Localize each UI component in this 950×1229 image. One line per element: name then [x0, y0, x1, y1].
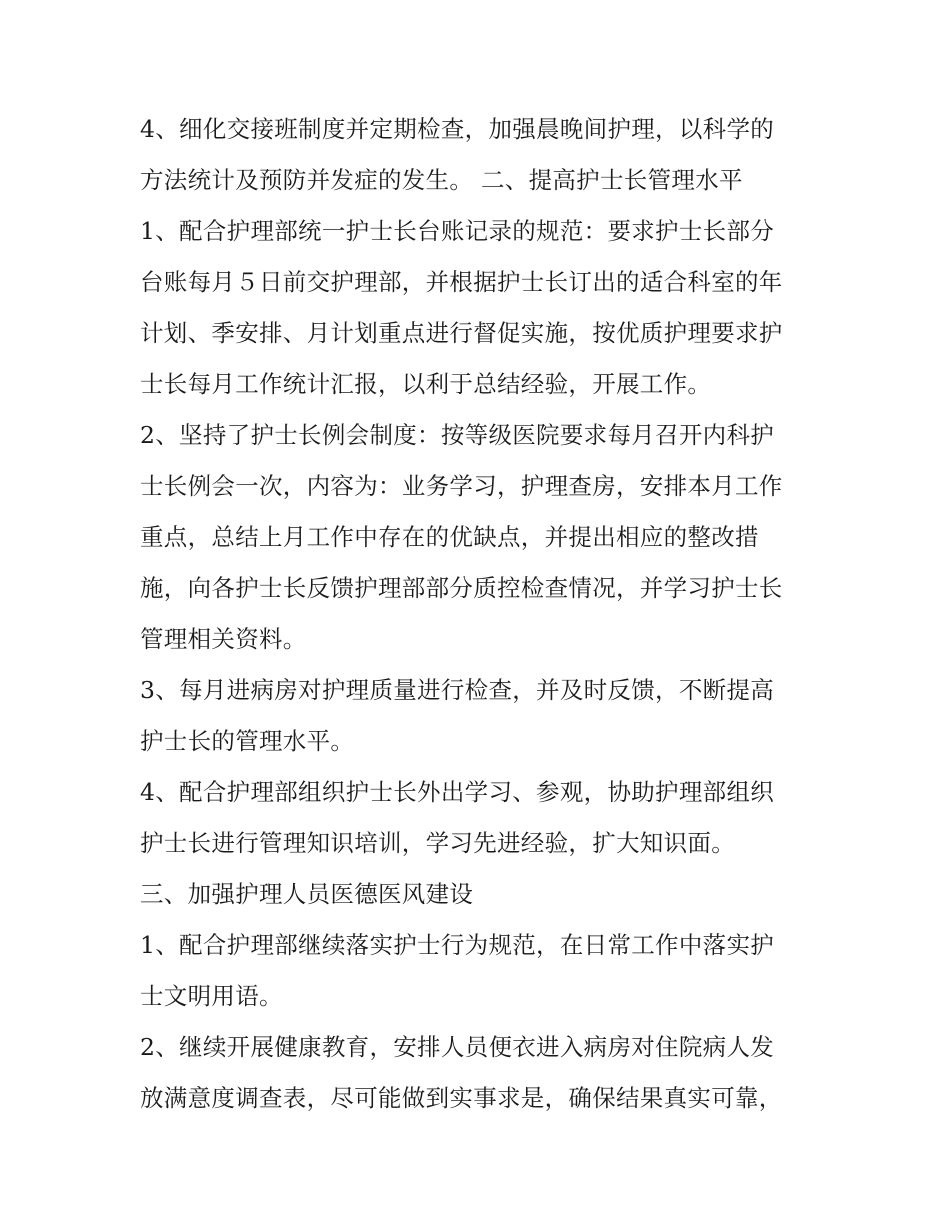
text-line: 1、配合护理部继续落实护士行为规范，在日常工作中落实护: [140, 931, 775, 959]
section-heading: 三、加强护理人员医德医风建设: [140, 880, 474, 908]
document-body: [140, 104, 820, 1124]
text-line: 4、配合护理部组织护士长外出学习、参观，协助护理部组织: [140, 778, 775, 806]
text-line: 3、每月进病房对护理质量进行检查，并及时反馈，不断提高: [140, 676, 775, 704]
text-line: 重点，总结上月工作中存在的优缺点，并提出相应的整改措: [140, 523, 759, 551]
text-line: 护士长进行管理知识培训，学习先进经验，扩大知识面。: [140, 829, 735, 857]
text-line: 护士长的管理水平。: [140, 727, 355, 755]
text-line: 1、配合护理部统一护士长台账记录的规范：要求护士长部分: [140, 217, 775, 245]
text-line: 2、坚持了护士长例会制度：按等级医院要求每月召开内科护: [140, 421, 775, 449]
text-line: 士文明用语。: [140, 982, 283, 1010]
text-line: 士长例会一次，内容为：业务学习，护理查房，安排本月工作: [140, 472, 783, 500]
text-line: 士长每月工作统计汇报，以利于总结经验，开展工作。: [140, 370, 712, 398]
text-line: 方法统计及预防并发症的发生。 二、提高护士长管理水平: [140, 166, 743, 194]
text-line: 施，向各护士长反馈护理部部分质控检查情况，并学习护士长: [140, 574, 783, 602]
text-line: 台账每月５日前交护理部，并根据护士长订出的适合科室的年: [140, 268, 783, 296]
text-line: 管理相关资料。: [140, 625, 307, 653]
text-line: 4、细化交接班制度并定期检查，加强晨晚间护理，以科学的: [140, 115, 775, 143]
text-line: 计划、季安排、月计划重点进行督促实施，按优质护理要求护: [140, 319, 783, 347]
text-line: 2、继续开展健康教育，安排人员便衣进入病房对住院病人发: [140, 1033, 775, 1061]
text-line: 放满意度调查表，尽可能做到实事求是，确保结果真实可靠，: [140, 1084, 783, 1112]
